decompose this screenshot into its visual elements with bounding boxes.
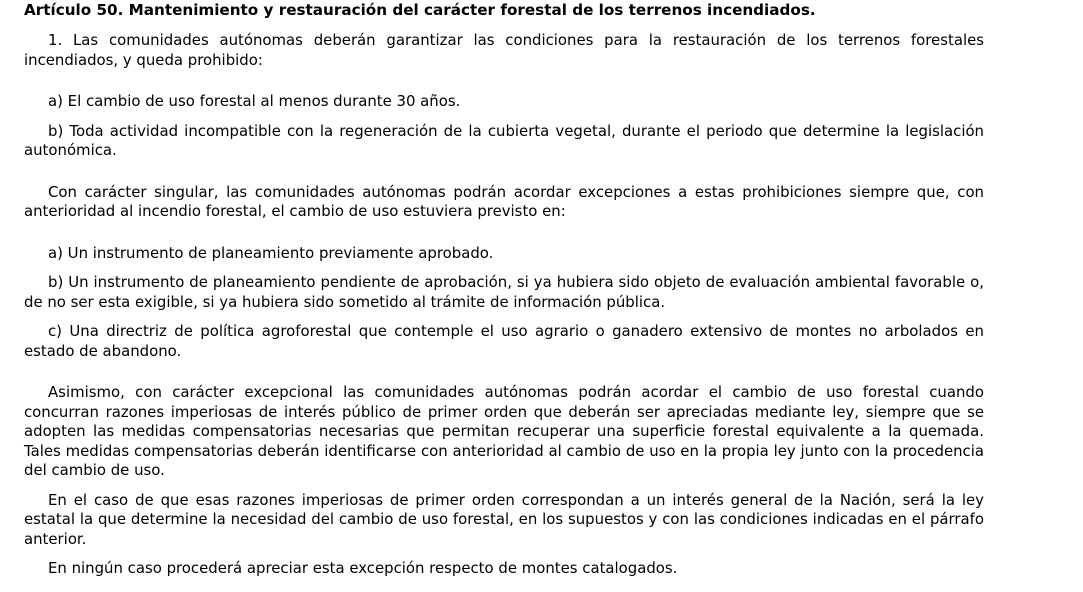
- paragraph-1: 1. Las comunidades autónomas deberán garantizar las condiciones para la restauración de los terrenos forestales incendiados, y queda prohibido:: [24, 31, 984, 69]
- paragraph-1-a: a) El cambio de uso forestal al menos durante 30 años.: [48, 92, 461, 110]
- paragraph-exceptions-intro: Con carácter singular, las comunidades autónomas podrán acordar excepciones a estas prohibiciones siempre que, con anterioridad al incendio forestal, el cambio de uso estuviera previsto en:: [24, 182, 984, 220]
- paragraph-national-interest: En el caso de que esas razones imperiosas de primer orden correspondan a un interés general de la Nación, será la ley estatal la que determine la necesidad del cambio de uso forestal, en los supuestos y con las condiciones indicadas en el párrafo anterior.: [24, 490, 984, 548]
- paragraph-exception-b: b) Un instrumento de planeamiento pendiente de aprobación, si ya hubiera sido objeto de evaluación ambiental favorable o, de no ser esta exigible, si ya hubiera sido sometido al trámite de información pública.: [24, 273, 984, 311]
- paragraph-exceptional-change: Asimismo, con carácter excepcional las comunidades autónomas podrán acordar el cambio de uso forestal cuando concurran razones imperiosas de interés público de primer orden que deberán ser apreciadas mediante ley, siempre que se adopten las medidas compensatorias necesarias que permitan recuperar una superficie forestal equivalente a la quemada. Tales medidas compensatorias deberán identificarse con anterioridad al cambio de uso en la propia ley junto con la procedencia del cambio de uso.: [24, 383, 984, 479]
- paragraph-exception-c: c) Una directriz de política agroforestal que contemple el uso agrario o ganadero extensivo de montes no arbolados en estado de abandono.: [24, 322, 984, 360]
- paragraph-1-b: b) Toda actividad incompatible con la regeneración de la cubierta vegetal, durante el periodo que determine la legislación autonómica.: [24, 121, 984, 159]
- paragraph-exception-a: a) Un instrumento de planeamiento previamente aprobado.: [48, 243, 494, 262]
- paragraph-catalogued-forests: En ningún caso procederá apreciar esta excepción respecto de montes catalogados.: [48, 559, 678, 577]
- article-title: Artículo 50. Mantenimiento y restauración del carácter forestal de los terrenos incendiados.: [24, 1, 816, 19]
